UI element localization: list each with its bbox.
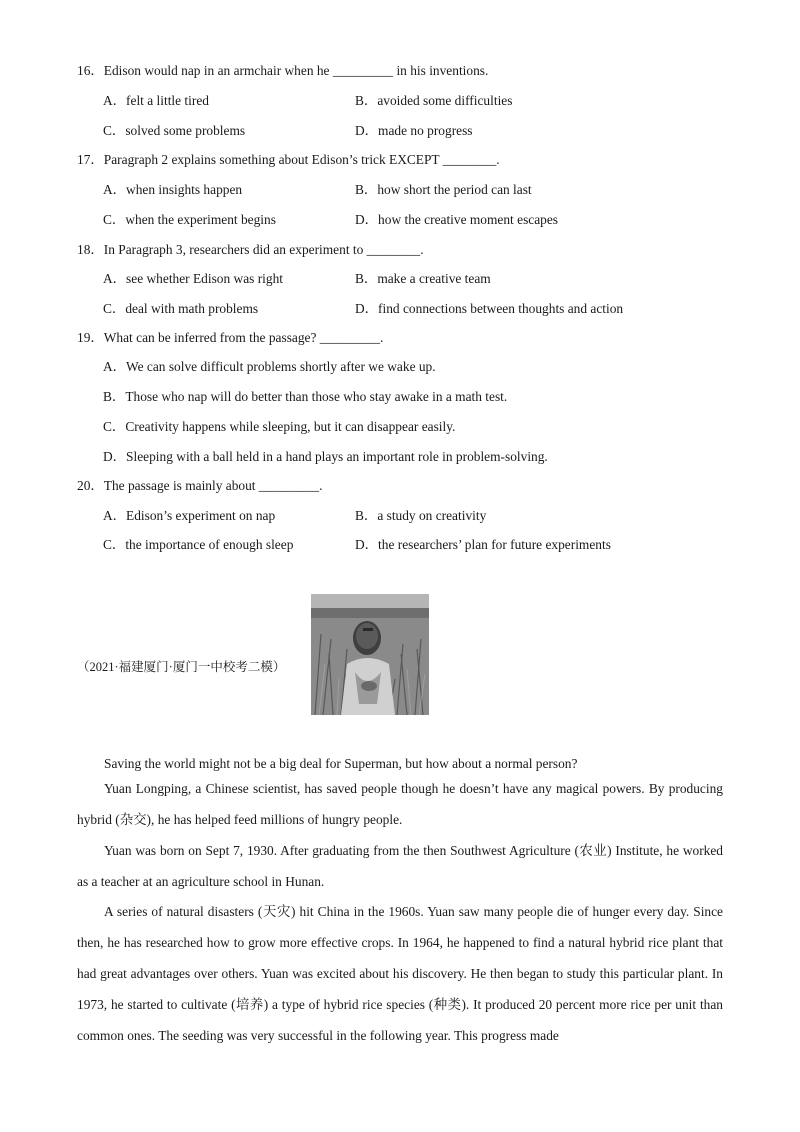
passage-paragraph-4: [77, 896, 723, 1051]
question-16-stem: 16．Edison would nap in an armchair when he _________ in his inventions.: [77, 63, 489, 78]
passage-paragraph-3: [77, 835, 723, 897]
question-18-option-a[interactable]: A．see whether Edison was right: [103, 271, 283, 286]
question-19-option-b[interactable]: B．Those who nap will do better than those who stay awake in a math test.: [103, 389, 508, 404]
question-18-option-b[interactable]: B．make a creative team: [355, 271, 491, 286]
passage-paragraph-4-text: A series of natural disasters (天灾) hit China in the 1960s. Yuan saw many people die of hunger every day. Since then, he has researched how to grow more effective crops. In 1964, he happened to find a natural hybrid rice plant that had great advantages over others. Yuan was excited about his discovery. He then began to study this particular plant. In 1973, he started to cultivate (培养) a type of hybrid rice species (种类). It produced 20 percent more rice per unit than common ones. The seeding was very successful in the following year. This progress made: [77, 904, 723, 1043]
question-19-option-c[interactable]: C．Creativity happens while sleeping, but it can disappear easily.: [103, 419, 456, 434]
question-18-option-d[interactable]: D．find connections between thoughts and action: [355, 301, 624, 316]
passage-paragraph-3-text: Yuan was born on Sept 7, 1930. After graduating from the then Southwest Agriculture (农业) Institute, he worked as a teacher at an agriculture school in Hunan.: [77, 843, 723, 889]
question-18-stem: 18．In Paragraph 3, researchers did an experiment to ________.: [77, 242, 424, 257]
source-label: （2021·福建厦门·厦门一中校考二模）: [77, 660, 286, 674]
question-17-option-b[interactable]: B．how short the period can last: [355, 182, 532, 197]
question-17-option-a[interactable]: A．when insights happen: [103, 182, 243, 197]
question-16-option-b[interactable]: B．avoided some difficulties: [355, 93, 513, 108]
passage-paragraph-2-text: Yuan Longping, a Chinese scientist, has saved people though he doesn’t have any magical powers. By producing hybrid (杂交), he has helped feed millions of hungry people.: [77, 781, 723, 827]
question-16-option-c[interactable]: C．solved some problems: [103, 123, 246, 138]
question-20-option-d[interactable]: D．the researchers’ plan for future experiments: [355, 537, 611, 552]
question-19-option-a[interactable]: A．We can solve difficult problems shortly after we wake up.: [103, 359, 436, 374]
question-19-option-d[interactable]: D．Sleeping with a ball held in a hand plays an important role in problem-solving.: [103, 449, 548, 464]
passage-paragraph-2: [77, 773, 723, 835]
scientist-photo: [311, 594, 429, 715]
question-17-stem: 17．Paragraph 2 explains something about Edison’s trick EXCEPT ________.: [77, 152, 500, 167]
question-17-option-d[interactable]: D．how the creative moment escapes: [355, 212, 559, 227]
question-16-option-a[interactable]: A．felt a little tired: [103, 93, 209, 108]
question-20-option-c[interactable]: C．the importance of enough sleep: [103, 537, 294, 552]
question-17-option-c[interactable]: C．when the experiment begins: [103, 212, 276, 227]
question-20-stem: 20．The passage is mainly about _________.: [77, 478, 323, 493]
question-19-stem: 19．What can be inferred from the passage? _________.: [77, 330, 384, 345]
question-18-option-c[interactable]: C．deal with math problems: [103, 301, 259, 316]
passage-paragraph-1-text: Saving the world might not be a big deal for Superman, but how about a normal person?: [104, 756, 578, 771]
question-16-option-d[interactable]: D．made no progress: [355, 123, 473, 138]
question-20-option-b[interactable]: B．a study on creativity: [355, 508, 487, 523]
question-20-option-a[interactable]: A．Edison’s experiment on nap: [103, 508, 276, 523]
